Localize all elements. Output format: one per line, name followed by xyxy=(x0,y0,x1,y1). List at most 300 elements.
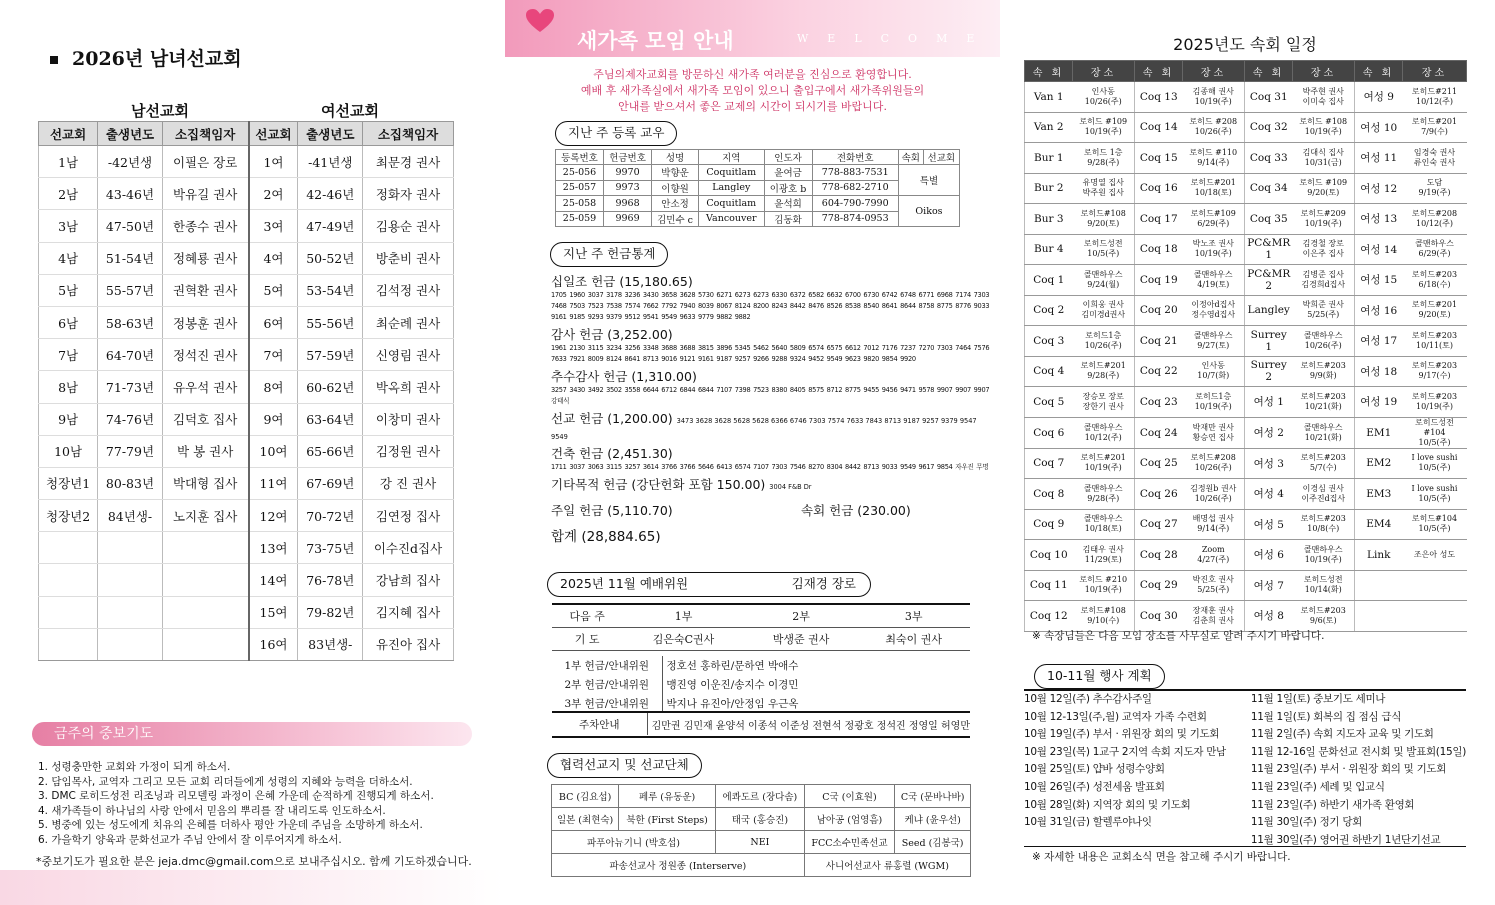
table-header: 헌금번호 xyxy=(604,150,652,165)
cell-group-name xyxy=(1355,509,1403,540)
cell-line: 10/19(주) xyxy=(1084,585,1122,595)
table-cell: 47-50년 xyxy=(98,210,163,242)
partner-row xyxy=(552,808,971,831)
cell-line: Coq 3 xyxy=(1033,334,1065,347)
cell-line: 로히드#203 xyxy=(1411,330,1458,340)
table-cell: 최순례 권사 xyxy=(363,306,454,338)
cell-group-name xyxy=(1245,204,1293,235)
table-cell: 7여 xyxy=(249,339,298,371)
table-cell: 5남 xyxy=(39,274,98,306)
cell-line: Van 2 xyxy=(1033,121,1064,134)
table-cell: 유진아 집사 xyxy=(363,628,454,660)
cell-line: Coq 9 xyxy=(1033,518,1065,531)
cell-location xyxy=(1403,265,1467,296)
event-item: 10월 26일(주) 성전세움 발표회 xyxy=(1024,780,1165,793)
cell-line: PC&MR xyxy=(1247,267,1291,280)
building-heading: 건축 헌금 (2,451.30) xyxy=(551,446,673,461)
cell-line: 로히드성전 xyxy=(1083,239,1123,249)
cell-group-cell: Oikos xyxy=(898,196,959,227)
cell-line: Coq 24 xyxy=(1139,426,1178,439)
table-cell: 10여 xyxy=(249,435,298,467)
usher-names: 맹진영 이운진/송지수 이경민 xyxy=(666,679,799,691)
cell-line: 콜맨하우스 xyxy=(1303,422,1343,432)
table-cell: 3여 xyxy=(249,210,298,242)
cell-location xyxy=(1183,570,1245,601)
cell-line: 여성 3 xyxy=(1253,457,1284,470)
cell-line: 여성 7 xyxy=(1253,579,1284,592)
cell-line: Langley xyxy=(1247,304,1290,317)
cell-line: Coq 6 xyxy=(1033,426,1065,439)
cell-location xyxy=(1403,82,1467,113)
table-cell: 정혜룡 권사 xyxy=(162,242,248,274)
table-cell: -42년생 xyxy=(98,146,163,178)
cell-line: 10/26(주) xyxy=(1194,127,1232,137)
table-row xyxy=(39,242,454,274)
table-row xyxy=(39,403,454,435)
schedule-note: ※ 속장님들은 다음 모임 장소를 사무실로 알려 주시기 바랍니다. xyxy=(1032,630,1325,642)
cell-line: Coq 23 xyxy=(1139,395,1178,408)
cell-line: 로히드#201 xyxy=(1411,117,1458,127)
cell-location xyxy=(1403,295,1467,326)
cell-line: 인사동 xyxy=(1201,361,1225,371)
table-cell: 4남 xyxy=(39,242,98,274)
table-cell: 71-73년 xyxy=(98,371,163,403)
cell-group-name xyxy=(1135,204,1183,235)
table-cell: 604-790-7990 xyxy=(812,196,898,212)
cell-line: 콜맨하우스 xyxy=(1415,239,1454,249)
mission-numbers: 3473 3628 3628 5628 5628 6366 6746 7303 7574 7633 7843 8713 9187 9257 9379 9547 9549 xyxy=(551,417,977,441)
table-cell: 60-62년 xyxy=(298,371,363,403)
cell-line: 유명열 집사 xyxy=(1082,178,1124,188)
cell-group-name xyxy=(1025,540,1073,571)
cell-line: 로히드 #210 xyxy=(1079,575,1128,585)
table-header: 속 회 xyxy=(1025,61,1073,82)
heart-icon xyxy=(525,8,555,34)
cell-line: 10/5(주) xyxy=(1418,437,1451,447)
table-cell: 1남 xyxy=(39,146,98,178)
cell-line: Coq 26 xyxy=(1139,487,1178,500)
cell-group-name xyxy=(1135,509,1183,540)
cell-line: 로히드#203 xyxy=(1411,361,1458,371)
table-cell: 83년생- xyxy=(298,628,363,660)
prayer-title-band xyxy=(32,722,472,746)
table-cell: 3남 xyxy=(39,210,98,242)
table-cell xyxy=(162,596,248,628)
cell-location xyxy=(1073,479,1135,510)
table-cell: 박옥희 권사 xyxy=(363,371,454,403)
cell-group-name xyxy=(1245,356,1293,387)
table-cell: 노지훈 집사 xyxy=(162,500,248,532)
table-header: 장소 xyxy=(1183,61,1245,82)
event-item: 10월 19일(주) 부서 · 위원장 회의 및 기도회 xyxy=(1024,728,1220,741)
cell-line: 9/20(토) xyxy=(1087,218,1120,228)
cell-line: 여성 14 xyxy=(1360,243,1398,256)
partner-cell: 에콰도르 (장다솜) xyxy=(716,785,805,808)
worship-cell: 최숙이 권사 xyxy=(857,628,970,651)
cell-line: 박노조 권사 xyxy=(1192,239,1234,249)
cell-line: 10/8(수) xyxy=(1307,524,1340,534)
event-item: 11월 23일(주) 하반기 새가족 환영회 xyxy=(1250,798,1415,811)
cell-location xyxy=(1183,601,1245,632)
table-cell: 11여 xyxy=(249,467,298,499)
cell-line: 9/28(주) xyxy=(1087,493,1120,503)
cell-group-name xyxy=(1245,448,1293,479)
cell-line: 로히드1층 xyxy=(1195,391,1232,401)
table-cell: Coquitlam xyxy=(699,165,765,181)
cell-location xyxy=(1073,356,1135,387)
table-cell: 한종수 권사 xyxy=(162,210,248,242)
table-cell: 15여 xyxy=(249,596,298,628)
cell-location xyxy=(1073,265,1135,296)
cell-location xyxy=(1403,387,1467,418)
men-mission-label: 남선교회 xyxy=(131,102,189,120)
welcome-english: WELCOME xyxy=(797,32,994,45)
table-row xyxy=(39,274,454,306)
cell-location xyxy=(1293,417,1355,448)
cell-line: 이미숙 집사 xyxy=(1302,96,1344,106)
table-cell: 1여 xyxy=(249,146,298,178)
table-cell: 57-59년 xyxy=(298,339,363,371)
cell-line: 로히드#203 xyxy=(1411,269,1458,279)
cell-line: Coq 19 xyxy=(1139,273,1178,286)
table-cell: 박향운 xyxy=(652,165,699,181)
table-cell xyxy=(98,532,163,564)
cell-group-name xyxy=(1245,417,1293,448)
table-header: 속 회 xyxy=(1355,61,1403,82)
building-numbers: 1711 3037 3063 3115 3257 3614 3766 3766 5646 6413 6574 7107 7303 7546 8270 8304 8442 8713 9033 9549 9617 9854 자우진 무명 xyxy=(551,463,989,471)
cell-line: 여성 16 xyxy=(1360,304,1398,317)
cell-line: 여성 15 xyxy=(1360,274,1398,287)
cell-line: 로히드#201 xyxy=(1411,300,1458,310)
cell-group-name xyxy=(1355,112,1403,143)
cell-line: 로히드 #109 xyxy=(1299,178,1348,188)
table-cell: 67-69년 xyxy=(298,467,363,499)
cell-location xyxy=(1293,448,1355,479)
table-row xyxy=(1025,417,1467,448)
cell-line: Coq 13 xyxy=(1139,90,1178,103)
cell-group-name xyxy=(1135,326,1183,357)
table-cell xyxy=(98,628,163,660)
worship-cell: 김은숙C권사 xyxy=(622,628,744,651)
table-row xyxy=(556,165,960,181)
table-row xyxy=(39,628,454,660)
cell-group-name xyxy=(1355,204,1403,235)
welcome-intro xyxy=(505,67,1000,115)
cell-line: 10/26(주) xyxy=(1304,340,1342,350)
cell-location xyxy=(1183,265,1245,296)
cell-line: Coq 33 xyxy=(1249,151,1288,164)
event-item: 10월 12-13일(주,월) 교역자 가족 수련회 xyxy=(1024,710,1207,723)
cell-line: 로히드 #109 xyxy=(1079,117,1128,127)
divider xyxy=(552,736,970,738)
cell-group-name xyxy=(1355,540,1403,571)
table-cell: 9969 xyxy=(604,211,652,227)
table-cell: 4여 xyxy=(249,242,298,274)
table-header: 속 회 xyxy=(1245,61,1293,82)
cell-line: 로히드성전 xyxy=(1303,575,1343,585)
cell-line: EM1 xyxy=(1366,426,1392,439)
prayer-item: 2. 담임목사, 교역자 그리고 모든 교회 리더들에게 성령의 지혜와 능력을 더하소서. xyxy=(38,775,413,788)
table-cell: 55-56년 xyxy=(298,306,363,338)
cell-group-name xyxy=(1355,448,1403,479)
table-row xyxy=(39,532,454,564)
cell-line: 10/5(주) xyxy=(1418,493,1451,503)
cell-line: 6/29(주) xyxy=(1418,249,1451,259)
events-november xyxy=(1251,691,1466,849)
table-cell: 9968 xyxy=(604,196,652,212)
cell-line: 5/25(주) xyxy=(1197,585,1230,595)
cell-line: 박재만 권사 xyxy=(1192,422,1234,432)
cell-location xyxy=(1293,479,1355,510)
cell-group-name xyxy=(1355,295,1403,326)
event-item: 10월 25일(토) 얍바 성령수양회 xyxy=(1024,763,1165,776)
table-row xyxy=(39,435,454,467)
cell-location xyxy=(1293,112,1355,143)
partner-cell: 태국 (홍승진) xyxy=(716,808,805,831)
partner-cell: C국 (문바나바) xyxy=(895,785,971,808)
cell-line: 10/19(주) xyxy=(1084,127,1122,137)
partner-cell: 일본 (최현숙) xyxy=(552,808,619,831)
cell-line: Coq 10 xyxy=(1029,548,1068,561)
cell-location xyxy=(1073,326,1135,357)
event-item: 11월 1일(토) 중보기도 세미나 xyxy=(1250,693,1386,705)
cell-line: 여성 2 xyxy=(1253,427,1284,439)
table-row xyxy=(39,467,454,499)
cell-group-name xyxy=(1135,387,1183,418)
cell-line: 김미경d권사 xyxy=(1081,310,1126,320)
usher-row xyxy=(552,675,970,694)
event-item: 11월 1일(토) 회복의 집 점심 급식 xyxy=(1250,710,1402,723)
schedule-column xyxy=(1010,0,1495,905)
table-cell: 25-057 xyxy=(556,180,604,196)
worship-cell: 다음 주 xyxy=(552,605,622,628)
cell-line: 10/18(토) xyxy=(1084,524,1122,534)
cell-line: 박희준 권사 xyxy=(1302,300,1344,310)
table-cell: 64-70년 xyxy=(98,339,163,371)
cell-location xyxy=(1073,143,1135,174)
cell-line: Coq 29 xyxy=(1139,579,1178,592)
cell-group-name xyxy=(1025,326,1073,357)
cell-location xyxy=(1403,570,1467,601)
cell-location xyxy=(1073,204,1135,235)
cell-line: 여성 5 xyxy=(1253,518,1284,531)
cell-group-name xyxy=(1025,601,1073,632)
cell-line: 9/27(토) xyxy=(1197,340,1230,350)
worship-cell: 2부 xyxy=(745,605,858,628)
cell-line: 9/19(주) xyxy=(1418,188,1451,198)
cell-line: 로히드성전 xyxy=(1415,417,1454,427)
table-cell: 7남 xyxy=(39,339,98,371)
cell-group-name xyxy=(1135,448,1183,479)
cell-line: 로히드#209 xyxy=(1300,208,1346,218)
table-cell: 유우석 권사 xyxy=(162,371,248,403)
table-row xyxy=(39,210,454,242)
cell-line: Bur 4 xyxy=(1033,243,1064,256)
cell-line: 5/7(수) xyxy=(1309,463,1337,473)
table-row xyxy=(1025,295,1467,326)
cell-line: Coq 5 xyxy=(1033,395,1065,408)
parking-table xyxy=(552,713,970,735)
registration-table xyxy=(555,149,960,227)
welcome-title: 새가족 모임 안내 xyxy=(577,29,734,53)
cell-location xyxy=(1073,509,1135,540)
prayer-item: 3. DMC 로히드성전 리조닝과 리모델링 과정이 은혜 가운데 순적하게 진행되게 하소서. xyxy=(38,790,434,802)
cell-line: 이정아d집사 xyxy=(1191,300,1236,310)
cell-group-name xyxy=(1245,387,1293,418)
cell-line: Coq 17 xyxy=(1139,212,1178,225)
table-cell: 42-46년 xyxy=(298,178,363,210)
partner-cell: 사니어선교사 류홍렬 (WGM) xyxy=(804,854,970,877)
table-cell: Coquitlam xyxy=(699,196,765,212)
cell-line: 콜맨하우스 xyxy=(1083,483,1123,493)
cell-group-name xyxy=(1025,295,1073,326)
cell-line: Surrey xyxy=(1250,328,1287,341)
cell-line: Coq 28 xyxy=(1139,548,1178,561)
table-cell xyxy=(162,532,248,564)
cell-line: 로히드#201 xyxy=(1190,178,1236,188)
cell-location xyxy=(1073,417,1135,448)
table-cell: 6여 xyxy=(249,306,298,338)
cell-location xyxy=(1183,417,1245,448)
table-cell: 안소정 xyxy=(652,196,699,212)
cell-line: 로히드#203 xyxy=(1300,361,1346,371)
cell-line: 6/18(수) xyxy=(1418,279,1451,289)
cell-group-name xyxy=(1025,173,1073,204)
event-item: 11월 12-16일 문화선교 전시회 및 발표회(15일) xyxy=(1250,745,1466,758)
cell-location xyxy=(1183,204,1245,235)
table-cell: 47-49년 xyxy=(298,210,363,242)
table-header: 인도자 xyxy=(764,150,812,165)
cell-line: 10/19(주) xyxy=(1194,249,1232,259)
cell-line: Coq 22 xyxy=(1139,365,1178,378)
cell-location xyxy=(1183,356,1245,387)
cell-location xyxy=(1183,540,1245,571)
cell-location xyxy=(1183,448,1245,479)
cell-line: 여성 17 xyxy=(1360,335,1398,348)
cell-location xyxy=(1293,570,1355,601)
cell-group-name xyxy=(1135,112,1183,143)
cell-location xyxy=(1403,540,1467,571)
cell-line: 로히드#109 xyxy=(1190,208,1236,218)
cell-line: Bur 3 xyxy=(1033,212,1064,225)
cell-line: 임경숙 권사 xyxy=(1413,147,1456,157)
table-row xyxy=(39,339,454,371)
table-cell: 정석진 권사 xyxy=(162,339,248,371)
tithe-heading: 십일조 헌금 (15,180.65) xyxy=(551,274,693,289)
cell-location xyxy=(1073,387,1135,418)
cell-line: 9/6(토) xyxy=(1309,615,1337,625)
table-cell: 778-682-2710 xyxy=(812,180,898,196)
table-cell: 9여 xyxy=(249,403,298,435)
prayer-item: 6. 가을학기 양육과 문화선교가 주님 안에서 잘 이루어지게 하소서. xyxy=(38,833,342,846)
event-item: 11월 23일(주) 부서 · 위원장 회의 및 기도회 xyxy=(1250,763,1447,776)
usher-names: 박지나 유진아/안정임 우근옥 xyxy=(666,698,799,710)
cell-group-name xyxy=(1135,265,1183,296)
cell-group-name xyxy=(1025,570,1073,601)
cell-group-name xyxy=(1245,540,1293,571)
cell-location xyxy=(1073,82,1135,113)
table-row xyxy=(39,306,454,338)
table-cell: 53-54년 xyxy=(298,274,363,306)
table-cell: 김덕호 집사 xyxy=(162,403,248,435)
cell-location xyxy=(1293,173,1355,204)
prayer-item: 1. 성령충만한 교회와 가정이 되게 하소서. xyxy=(38,761,231,773)
table-header: 속회 xyxy=(898,150,923,165)
cell-line: 9/14(주) xyxy=(1197,157,1230,167)
table-cell xyxy=(39,564,98,596)
cell-line: Coq 8 xyxy=(1033,487,1065,500)
event-item: 10월 23일(목) 1교구 2지역 속회 지도자 만남 xyxy=(1024,745,1226,758)
cell-line: 10/19(주) xyxy=(1084,463,1122,473)
pink-decoration xyxy=(0,870,505,905)
cell-location xyxy=(1293,204,1355,235)
cell-line: 9/10(수) xyxy=(1087,615,1120,625)
cell-line: 10/21(화) xyxy=(1304,401,1342,411)
cell-group-name xyxy=(1245,82,1293,113)
cell-line: 9/24(월) xyxy=(1087,279,1120,289)
table-row xyxy=(39,146,454,178)
cell-location xyxy=(1183,82,1245,113)
partners-title: 협력선교지 및 선교단체 xyxy=(547,753,702,778)
table-cell: 10남 xyxy=(39,435,98,467)
cell-line: 10/31(금) xyxy=(1304,157,1342,167)
table-cell: 9973 xyxy=(604,180,652,196)
cell-line: PC&MR xyxy=(1247,237,1291,250)
cell-location xyxy=(1403,234,1467,265)
cell-location xyxy=(1403,509,1467,540)
parking-label: 주차안내 xyxy=(552,713,647,735)
cell-line: 박주원 집사 xyxy=(1082,188,1124,198)
table-cell: 김동화 xyxy=(764,211,812,227)
cell-line: 10/21(화) xyxy=(1304,432,1342,442)
cell-line: 김경철 장로 xyxy=(1302,239,1344,249)
cell-line: 류인숙 권사 xyxy=(1413,157,1456,167)
table-cell: 74-76년 xyxy=(98,403,163,435)
usher-label: 2부 헌금/안내위원 xyxy=(552,675,662,694)
table-row xyxy=(39,564,454,596)
partner-row xyxy=(552,785,971,808)
cell-group-name xyxy=(1135,295,1183,326)
cell-location xyxy=(1183,295,1245,326)
cell-location xyxy=(1183,387,1245,418)
cell-line: 5/25(주) xyxy=(1307,310,1340,320)
cell-group-name xyxy=(1025,356,1073,387)
cell-line: 4/27(주) xyxy=(1197,554,1230,564)
cell-line: 콜맨하우스 xyxy=(1193,269,1233,279)
cell-line: 김병준 집사 xyxy=(1302,269,1344,279)
table-cell: 84년생- xyxy=(98,500,163,532)
cell-line: 10/12(주) xyxy=(1084,432,1122,442)
table-cell: 이필은 장로 xyxy=(162,146,248,178)
cell-location xyxy=(1073,295,1135,326)
cell-group-name xyxy=(1355,601,1403,632)
cell-location xyxy=(1183,479,1245,510)
square-bullet-icon xyxy=(50,56,58,64)
partner-row xyxy=(552,854,971,877)
table-cell: 14여 xyxy=(249,564,298,596)
cell-line: 11/29(토) xyxy=(1084,554,1122,564)
cell-line: 여성 6 xyxy=(1253,549,1284,562)
cell-group-name xyxy=(1355,173,1403,204)
cell-line: 콜맨하우스 xyxy=(1303,544,1343,554)
event-item: 10월 12일(주) 추수감사주일 xyxy=(1024,693,1152,705)
partner-row xyxy=(552,831,971,854)
cell-location xyxy=(1073,173,1135,204)
partner-cell: 케냐 (윤우선) xyxy=(895,808,971,831)
cell-line: 여성 4 xyxy=(1253,488,1284,501)
table-cell: 강남희 집사 xyxy=(363,564,454,596)
cell-location xyxy=(1183,173,1245,204)
